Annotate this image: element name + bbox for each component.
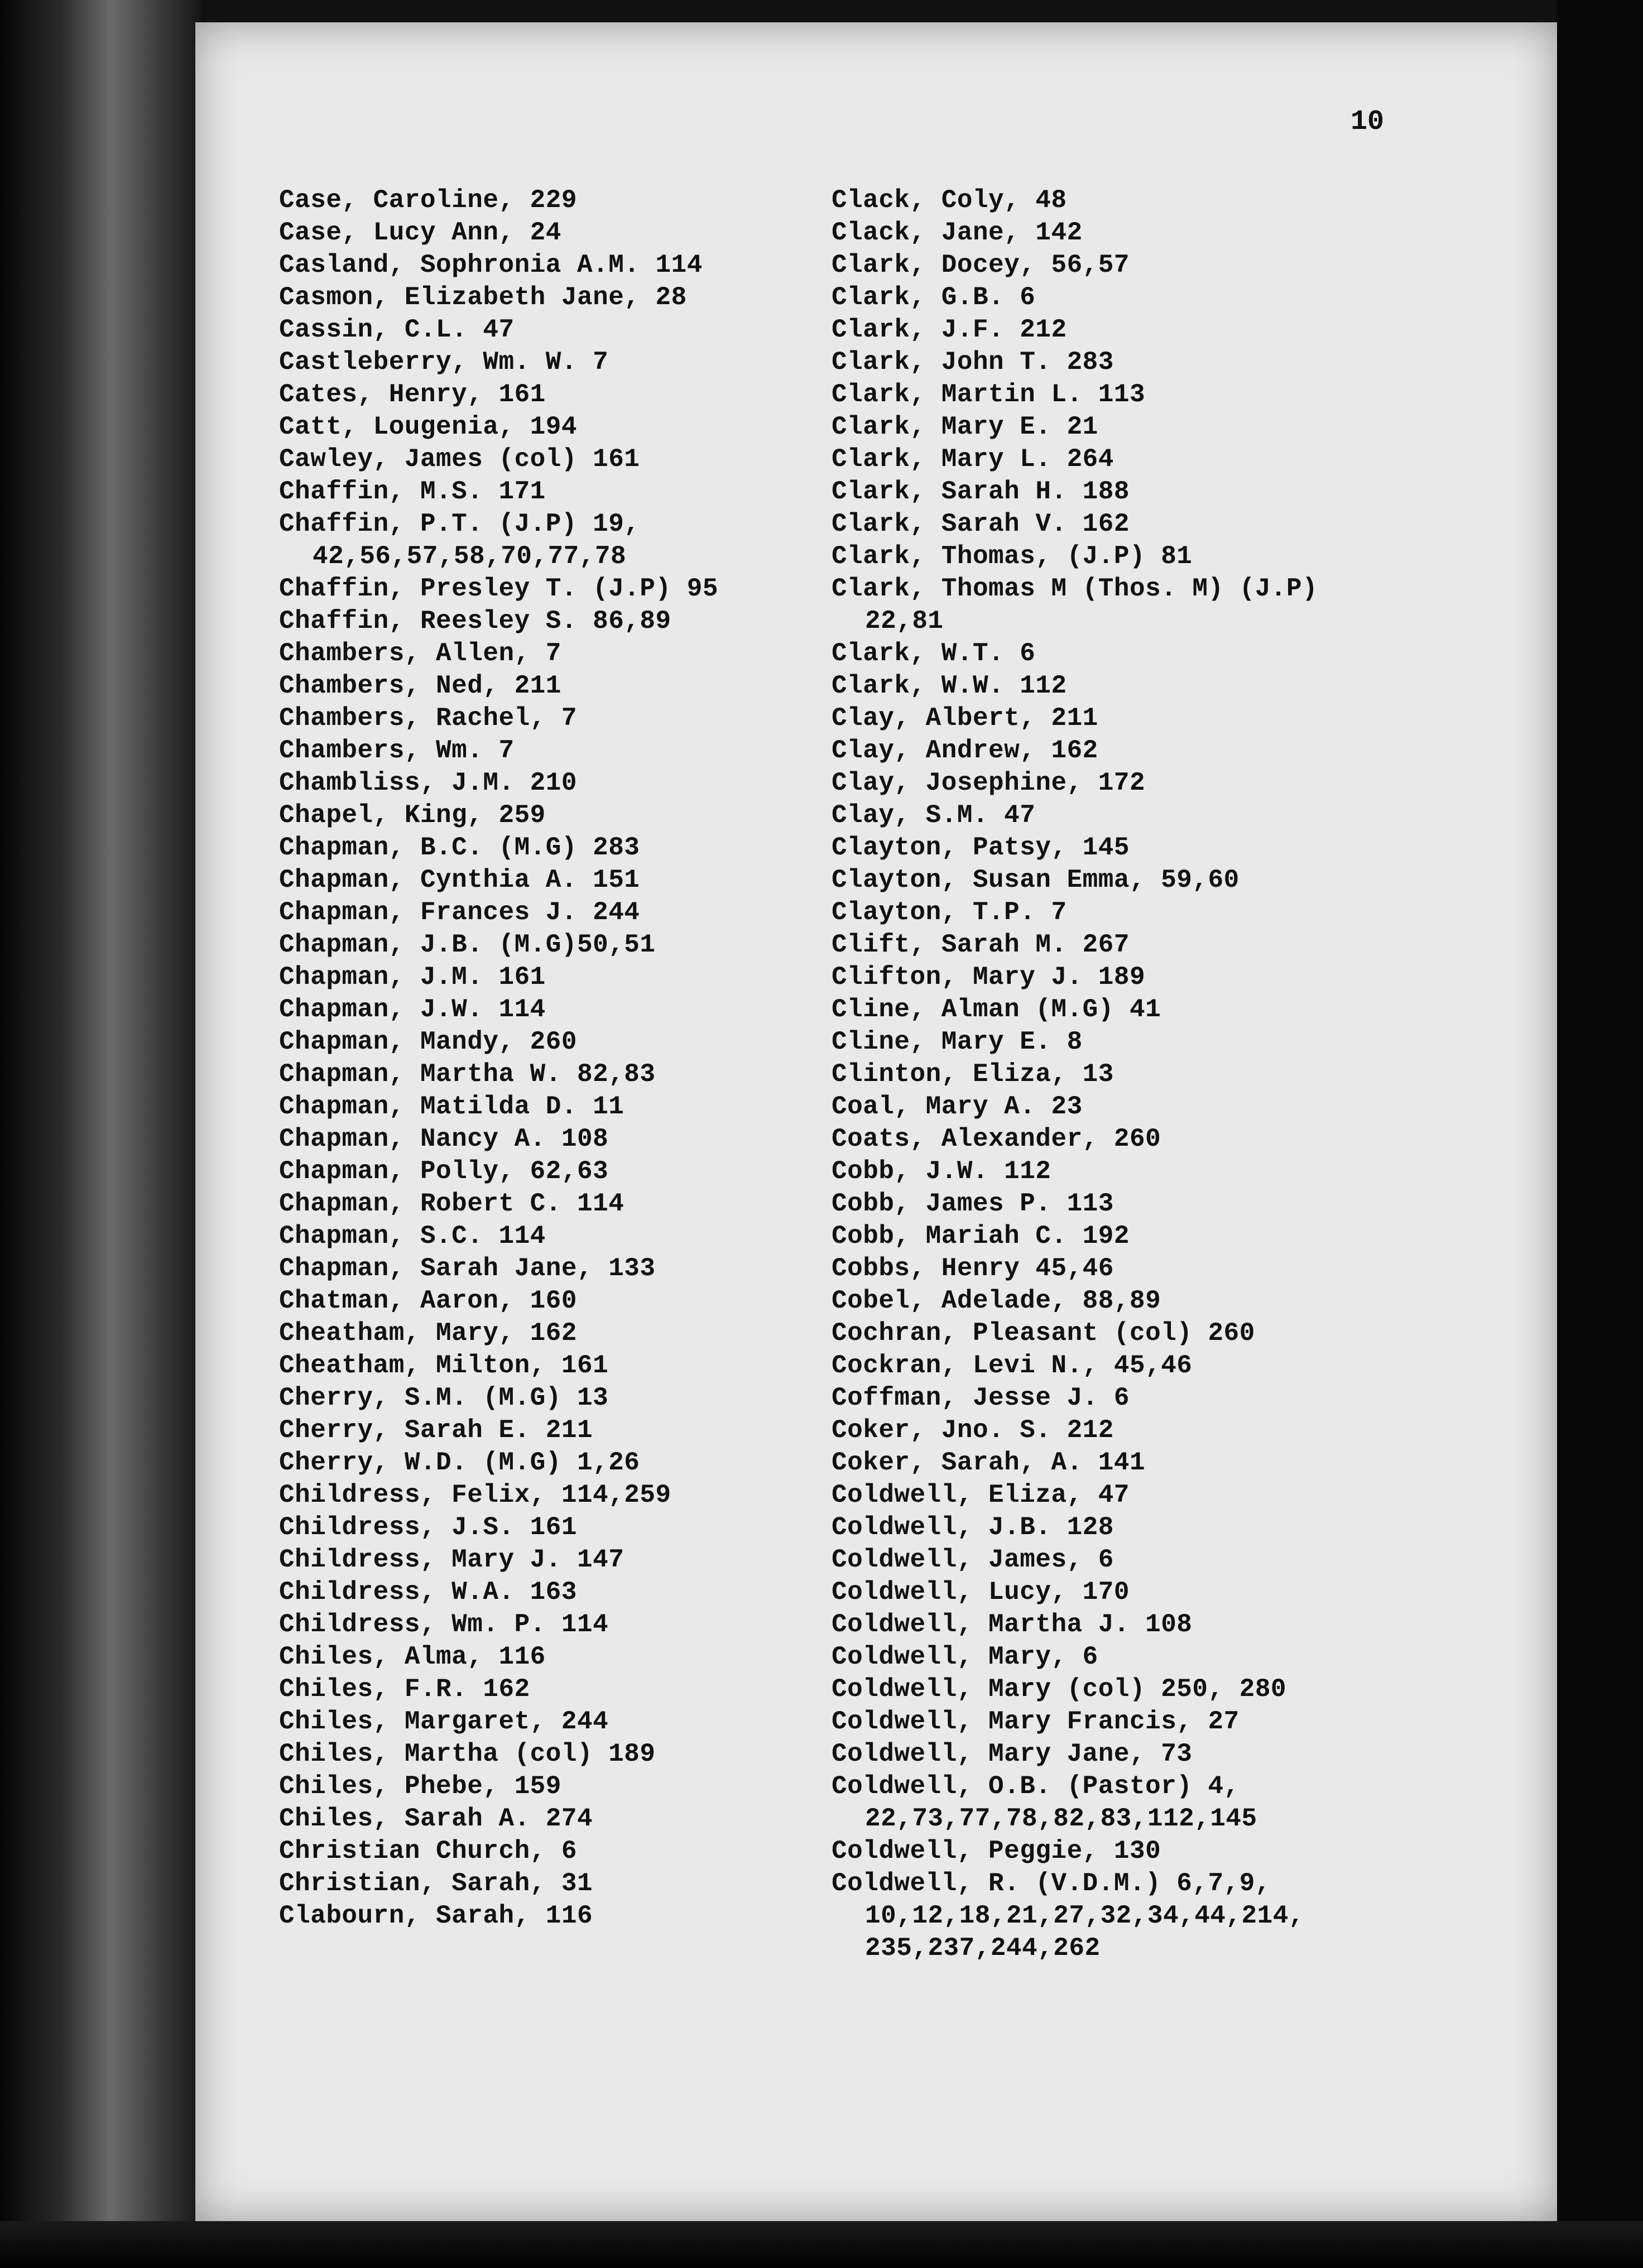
binding-shadow <box>0 0 201 2268</box>
index-entry: Coker, Sarah, A. 141 <box>832 1448 1146 1477</box>
index-entry: Cobb, J.W. 112 <box>832 1157 1051 1186</box>
index-entry: Chapman, Frances J. 244 <box>279 898 640 927</box>
index-entry: Clark, Mary L. 264 <box>832 445 1114 474</box>
index-entry: Clark, W.T. 6 <box>832 639 1036 668</box>
index-entry: Case, Caroline, 229 <box>279 186 577 215</box>
index-entry: Childress, W.A. 163 <box>279 1578 577 1607</box>
bottom-scan-border <box>0 2221 1643 2268</box>
index-entry: Coldwell, Eliza, 47 <box>832 1481 1130 1510</box>
right-scan-border <box>1557 0 1643 2268</box>
index-entry: Coldwell, Mary (col) 250, 280 <box>832 1675 1287 1704</box>
index-entry: Coffman, Jesse J. 6 <box>832 1383 1130 1412</box>
index-entry: Clay, Josephine, 172 <box>832 768 1146 797</box>
index-entry: Clark, Thomas, (J.P) 81 <box>832 542 1193 571</box>
index-entry: Clark, J.F. 212 <box>832 315 1067 344</box>
index-entry: Cawley, James (col) 161 <box>279 445 640 474</box>
index-entry: Chapman, B.C. (M.G) 283 <box>279 833 640 862</box>
index-entry: Clark, Sarah V. 162 <box>832 510 1130 539</box>
index-entry: Coldwell, Martha J. 108 <box>832 1610 1193 1639</box>
index-entry: Coldwell, Lucy, 170 <box>832 1578 1130 1607</box>
index-entry: Chapman, J.W. 114 <box>279 995 546 1024</box>
index-entry: Chiles, Alma, 116 <box>279 1642 546 1671</box>
index-entry: Cates, Henry, 161 <box>279 380 546 409</box>
index-entry: Childress, J.S. 161 <box>279 1513 577 1542</box>
index-entry: Clark, G.B. 6 <box>832 283 1036 312</box>
index-entry: Coldwell, Mary, 6 <box>832 1642 1098 1671</box>
index-entry: Chiles, Margaret, 244 <box>279 1707 609 1736</box>
index-entry: Coats, Alexander, 260 <box>832 1125 1161 1154</box>
index-entry: Chambers, Allen, 7 <box>279 639 561 668</box>
index-entry: Chambliss, J.M. 210 <box>279 768 577 797</box>
index-entry: Cassin, C.L. 47 <box>279 315 515 344</box>
index-entry: Clark, Thomas M (Thos. M) (J.P) 22,81 <box>832 574 1318 636</box>
index-entry: Clark, Sarah H. 188 <box>832 477 1130 506</box>
index-entry: Chambers, Ned, 211 <box>279 671 561 700</box>
index-entry: Cobb, Mariah C. 192 <box>832 1222 1130 1251</box>
index-entry: Cherry, W.D. (M.G) 1,26 <box>279 1448 640 1477</box>
index-entry: Case, Lucy Ann, 24 <box>279 218 561 247</box>
index-entry: Clay, Albert, 211 <box>832 704 1098 733</box>
index-entry: Casland, Sophronia A.M. 114 <box>279 251 703 280</box>
index-entry: Childress, Felix, 114,259 <box>279 1481 671 1510</box>
index-entry: Coldwell, Peggie, 130 <box>832 1837 1161 1866</box>
index-entry: Chapman, Cynthia A. 151 <box>279 866 640 895</box>
index-entry: Clifton, Mary J. 189 <box>832 963 1146 992</box>
index-entry: Chaffin, M.S. 171 <box>279 477 546 506</box>
index-entry: Childress, Mary J. 147 <box>279 1545 624 1574</box>
index-entry: Chiles, Martha (col) 189 <box>279 1740 656 1769</box>
index-entry: Coldwell, James, 6 <box>832 1545 1114 1574</box>
index-entry: Clinton, Eliza, 13 <box>832 1060 1114 1089</box>
index-entry: Coldwell, O.B. (Pastor) 4, 22,73,77,78,82,83,112,145 <box>832 1772 1257 1833</box>
index-entry: Chapman, Nancy A. 108 <box>279 1125 609 1154</box>
index-entry: Cline, Mary E. 8 <box>832 1027 1083 1056</box>
index-entry: Chapman, Martha W. 82,83 <box>279 1060 656 1089</box>
index-entry: Chaffin, P.T. (J.P) 19, 42,56,57,58,70,77,78 <box>279 510 640 571</box>
index-entry: Chapel, King, 259 <box>279 801 546 830</box>
index-entry: Chiles, Sarah A. 274 <box>279 1804 593 1833</box>
index-entry: Chapman, Polly, 62,63 <box>279 1157 609 1186</box>
index-entry: Casmon, Elizabeth Jane, 28 <box>279 283 687 312</box>
index-entry: Chapman, J.B. (M.G)50,51 <box>279 930 656 959</box>
index-entry: Coldwell, J.B. 128 <box>832 1513 1114 1542</box>
index-entry: Clift, Sarah M. 267 <box>832 930 1130 959</box>
index-entry: Cline, Alman (M.G) 41 <box>832 995 1161 1024</box>
index-entry: Clark, W.W. 112 <box>832 671 1067 700</box>
index-entry: Clayton, Susan Emma, 59,60 <box>832 866 1240 895</box>
index-entry: Clay, S.M. 47 <box>832 801 1036 830</box>
index-entry: Clay, Andrew, 162 <box>832 736 1098 765</box>
index-entry: Coldwell, R. (V.D.M.) 6,7,9, 10,12,18,21,27,32,34,44,214, 235,237,244,262 <box>832 1869 1304 1963</box>
index-entry: Chapman, J.M. 161 <box>279 963 546 992</box>
index-entry: Coal, Mary A. 23 <box>832 1092 1083 1121</box>
index-entry: Cherry, S.M. (M.G) 13 <box>279 1383 609 1412</box>
index-entry: Catt, Lougenia, 194 <box>279 412 577 441</box>
index-entry: Clark, Mary E. 21 <box>832 412 1098 441</box>
index-entry: Chatman, Aaron, 160 <box>279 1286 577 1315</box>
index-entry: Childress, Wm. P. 114 <box>279 1610 609 1639</box>
index-column-left <box>279 184 837 1932</box>
index-entry: Coldwell, Mary Francis, 27 <box>832 1707 1240 1736</box>
index-entry: Chaffin, Reesley S. 86,89 <box>279 607 671 636</box>
index-entry: Coker, Jno. S. 212 <box>832 1416 1114 1445</box>
index-entry: Cobel, Adelade, 88,89 <box>832 1286 1161 1315</box>
index-column-right <box>832 184 1390 1964</box>
index-entry: Cochran, Pleasant (col) 260 <box>832 1319 1255 1348</box>
index-entry: Castleberry, Wm. W. 7 <box>279 348 609 377</box>
index-entry: Chambers, Rachel, 7 <box>279 704 577 733</box>
index-entry: Clark, Docey, 56,57 <box>832 251 1130 280</box>
index-entry: Chapman, Matilda D. 11 <box>279 1092 624 1121</box>
index-entry: Cheatham, Milton, 161 <box>279 1351 609 1380</box>
index-entry: Christian Church, 6 <box>279 1837 577 1866</box>
index-entry: Chiles, F.R. 162 <box>279 1675 530 1704</box>
index-entry: Clayton, T.P. 7 <box>832 898 1067 927</box>
index-entry: Chapman, S.C. 114 <box>279 1222 546 1251</box>
index-entry: Cobb, James P. 113 <box>832 1189 1114 1218</box>
index-entry: Chapman, Sarah Jane, 133 <box>279 1254 656 1283</box>
index-entry: Chapman, Robert C. 114 <box>279 1189 624 1218</box>
index-entry: Chambers, Wm. 7 <box>279 736 515 765</box>
index-entry: Cheatham, Mary, 162 <box>279 1319 577 1348</box>
index-entry: Clack, Jane, 142 <box>832 218 1083 247</box>
index-entry: Coldwell, Mary Jane, 73 <box>832 1740 1193 1769</box>
index-entry: Cobbs, Henry 45,46 <box>832 1254 1114 1283</box>
index-entry: Clark, Martin L. 113 <box>832 380 1146 409</box>
index-entry: Chiles, Phebe, 159 <box>279 1772 561 1801</box>
index-entry: Clark, John T. 283 <box>832 348 1114 377</box>
index-entry: Christian, Sarah, 31 <box>279 1869 593 1898</box>
index-entry: Clayton, Patsy, 145 <box>832 833 1130 862</box>
index-entry: Chapman, Mandy, 260 <box>279 1027 577 1056</box>
index-entry: Cherry, Sarah E. 211 <box>279 1416 593 1445</box>
index-entry: Cockran, Levi N., 45,46 <box>832 1351 1193 1380</box>
index-entry: Clabourn, Sarah, 116 <box>279 1901 593 1930</box>
index-entry: Clack, Coly, 48 <box>832 186 1067 215</box>
page-number: 10 <box>1351 106 1385 138</box>
index-entry: Chaffin, Presley T. (J.P) 95 <box>279 574 718 603</box>
